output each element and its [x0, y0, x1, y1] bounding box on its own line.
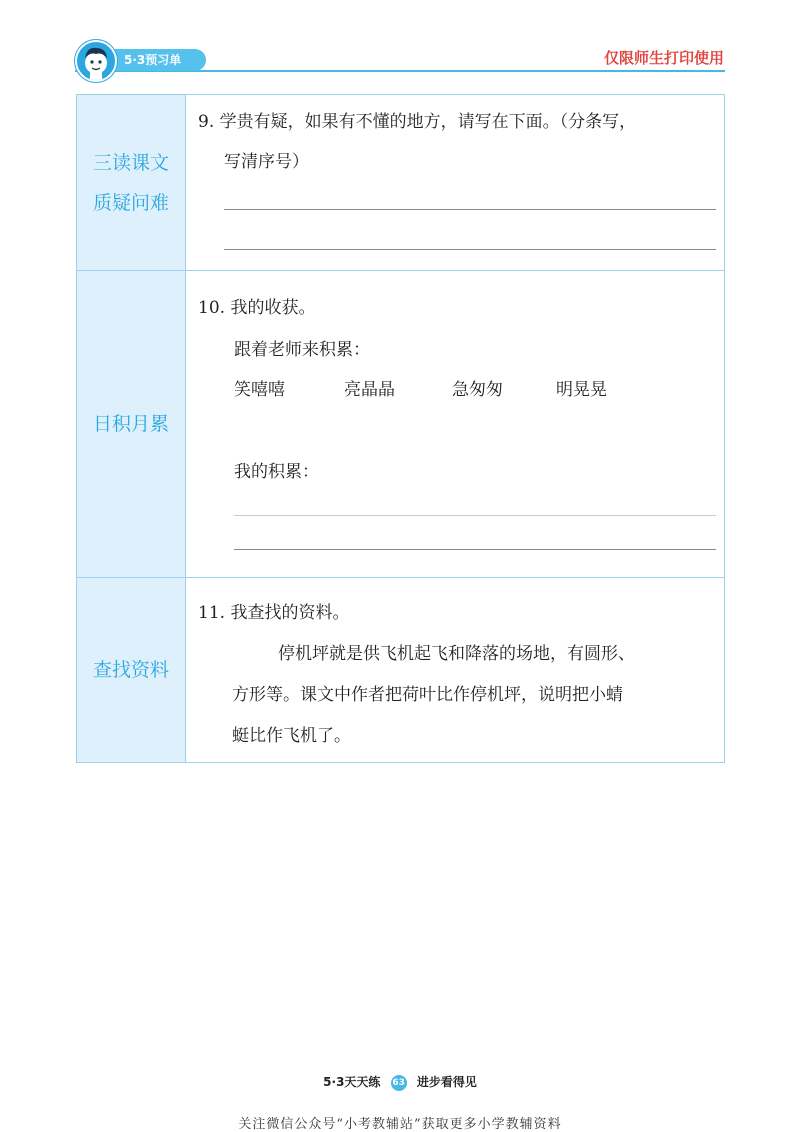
page-footer	[0, 1073, 800, 1091]
section-label-line: 质疑问难	[92, 191, 169, 214]
preview-table	[76, 94, 725, 763]
section-label	[77, 95, 186, 270]
word-item: 明晃晃	[556, 380, 607, 400]
accumulate-prompt: 跟着老师来积累：	[234, 340, 370, 360]
section-label	[77, 578, 186, 762]
question-9-cont: 写清序号）	[224, 152, 309, 172]
answer-line[interactable]	[224, 209, 716, 210]
footer-right: 进步看得见	[416, 1075, 477, 1089]
section-label-line: 日积月累	[92, 413, 169, 435]
footer-left: 5·3天天练	[323, 1075, 381, 1089]
section-content	[186, 95, 724, 270]
question-9: 9. 学贵有疑，如果有不懂的地方，请写在下面。（分条写，	[198, 112, 637, 132]
section-label-line: 三读课文	[92, 151, 169, 174]
print-notice: 仅限师生打印使用	[603, 49, 724, 67]
question-11: 11. 我查找的资料。	[198, 603, 350, 623]
paragraph-line: 方形等。课文中作者把荷叶比作停机坪，说明把小蜻	[232, 685, 623, 705]
section-content	[186, 271, 724, 577]
section-content	[186, 578, 724, 762]
section-label-line: 查找资料	[92, 659, 169, 681]
answer-line[interactable]	[234, 549, 716, 550]
section-label	[77, 271, 186, 577]
my-accumulate-label: 我的积累：	[234, 462, 319, 482]
section-accumulate-row	[77, 271, 724, 578]
word-item: 亮晶晶	[344, 380, 395, 400]
mascot-logo-icon	[75, 40, 117, 82]
word-item: 急匆匆	[452, 380, 503, 400]
footer-note: 关注微信公众号“小考教辅站”获取更多小学教辅资料	[238, 1117, 562, 1132]
section-question-row	[77, 95, 724, 271]
section-research-row	[77, 578, 724, 762]
answer-line[interactable]	[224, 249, 716, 250]
word-item: 笑嘻嘻	[234, 380, 285, 400]
page-number: 63	[391, 1075, 407, 1091]
series-badge: 5·3预习单	[98, 49, 206, 71]
answer-line[interactable]	[234, 515, 716, 516]
paragraph-line: 蜓比作飞机了。	[232, 726, 351, 746]
paragraph-line: 停机坪就是供飞机起飞和降落的场地，有圆形、	[278, 644, 635, 664]
question-10: 10. 我的收获。	[198, 298, 316, 318]
